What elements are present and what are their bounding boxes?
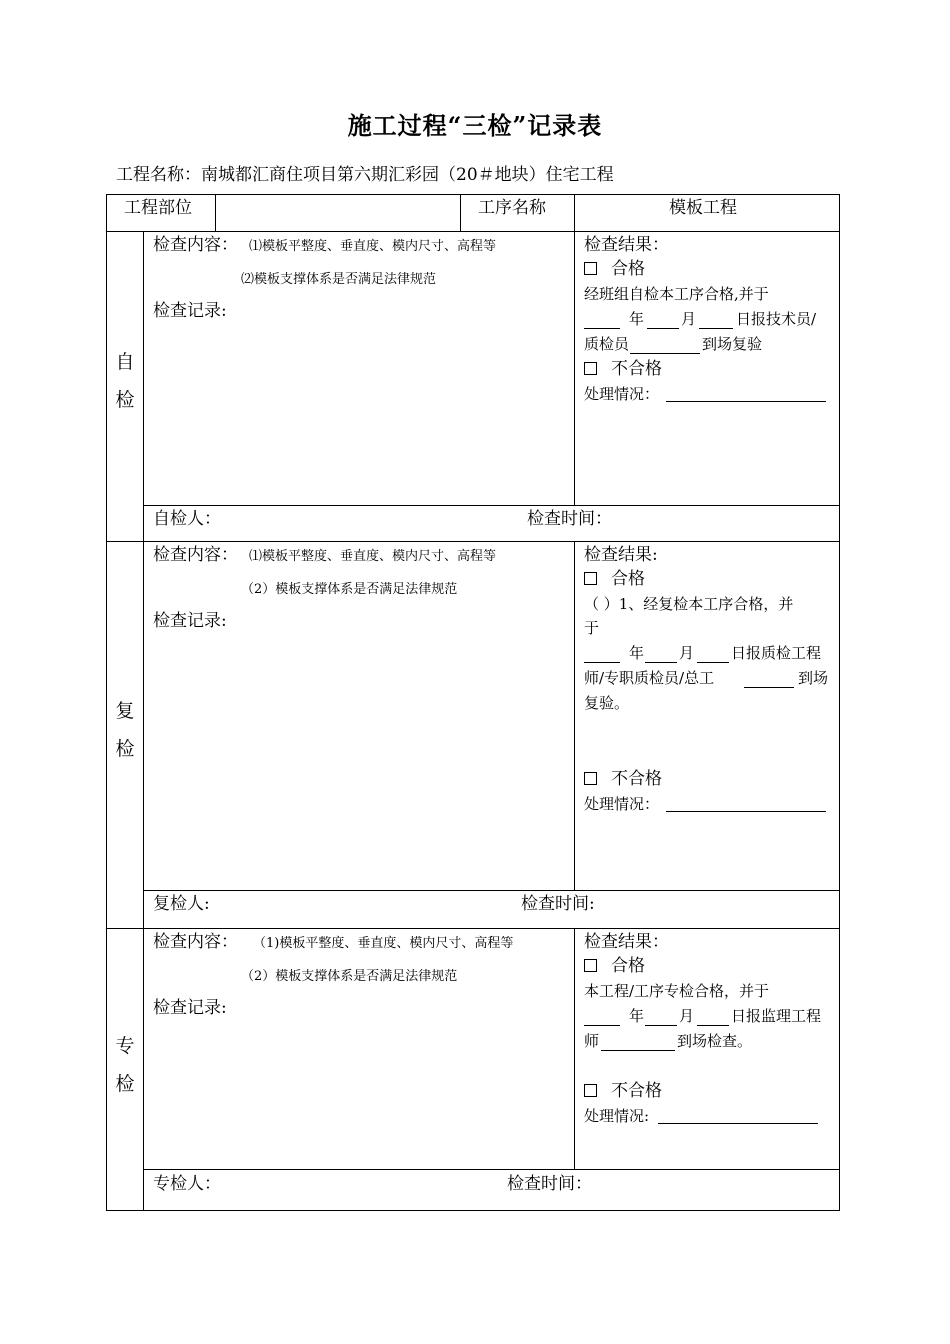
record-area[interactable] [150, 635, 568, 885]
handling-blank[interactable] [666, 811, 826, 812]
handling-label: 处理情况： [584, 795, 660, 813]
check-item-2: （2）模板支撑体系是否满足法律规范 [241, 582, 458, 597]
pass-checkbox[interactable] [584, 262, 597, 275]
pass-text: 本工程/工序专检合格，并于 [584, 982, 770, 1000]
record-label: 检查记录: [153, 998, 227, 1018]
record-label: 检查记录: [153, 301, 227, 321]
person-label: 复检人: [153, 894, 210, 914]
year-label: 年 [629, 310, 645, 328]
pass-option[interactable] [584, 958, 645, 975]
border-right [839, 194, 840, 1211]
recheck-text: 复验。 [584, 694, 630, 712]
border-bottom [106, 1210, 840, 1211]
arrive-text: 到场 [798, 669, 829, 687]
check-item-1: ⑴模板平整度、垂直度、模内尺寸、高程等 [249, 239, 497, 254]
divider [574, 928, 575, 1169]
border-top [106, 194, 840, 195]
divider [574, 231, 575, 505]
check-item-2: ⑵模板支撑体系是否满足法律规范 [241, 272, 437, 287]
divider [143, 890, 840, 891]
part-value[interactable] [225, 200, 450, 220]
fail-option[interactable] [584, 771, 662, 788]
month-label: 月 [679, 644, 695, 662]
project-name: 工程名称：南城都汇商住项目第六期汇彩园（20＃地块）住宅工程 [116, 165, 614, 185]
month-blank[interactable] [645, 1025, 677, 1026]
pass-text: 经班组自检本工序合格,并于 [584, 285, 769, 303]
month-label: 月 [679, 1007, 695, 1025]
pass-label: 合格 [611, 569, 645, 589]
side-label-top: 自 [115, 351, 135, 373]
result-label: 检查结果: [584, 545, 658, 565]
divider [106, 928, 840, 929]
divider [460, 194, 461, 231]
divider [215, 194, 216, 231]
divider [574, 541, 575, 890]
time-label: 检查时间: [521, 894, 595, 914]
result-label: 检查结果： [584, 932, 669, 952]
day-blank[interactable] [697, 1025, 729, 1026]
fail-checkbox[interactable] [584, 362, 597, 375]
year-label: 年 [629, 644, 645, 662]
side-label-bottom: 检 [115, 1073, 135, 1095]
process-value[interactable]: 模板工程 [669, 198, 737, 218]
page-title: 施工过程“三检”记录表 [347, 111, 603, 140]
person-label: 自检人： [153, 509, 221, 529]
check-item-2: （2）模板支撑体系是否满足法律规范 [241, 969, 458, 984]
handling-blank[interactable] [658, 1123, 818, 1124]
year-blank[interactable] [584, 1025, 620, 1026]
fail-label: 不合格 [611, 359, 662, 379]
record-label: 检查记录: [153, 611, 227, 631]
notify-text: 日报质检工程 [731, 644, 822, 662]
content-label: 检查内容： [153, 545, 238, 565]
inspector-blank[interactable] [744, 687, 794, 688]
fail-option[interactable] [584, 361, 662, 378]
pass-option[interactable] [584, 261, 645, 278]
content-label: 检查内容： [153, 235, 238, 255]
time-label: 检查时间： [527, 509, 612, 529]
inspector-blank[interactable] [630, 353, 700, 354]
year-blank[interactable] [584, 662, 620, 663]
pass-checkbox[interactable] [584, 572, 597, 585]
content-label: 检查内容： [153, 932, 238, 952]
result-label: 检查结果： [584, 235, 669, 255]
divider [143, 231, 144, 1211]
arrive-text: 到场复验 [702, 335, 763, 353]
year-blank[interactable] [584, 328, 620, 329]
divider [143, 505, 840, 506]
inspector-label: 质检员 [584, 335, 630, 353]
inspector-label: 师 [584, 1032, 600, 1050]
part-label: 工程部位 [124, 198, 192, 218]
side-label-bottom: 检 [115, 738, 135, 760]
time-label: 检查时间： [507, 1174, 592, 1194]
month-blank[interactable] [647, 328, 679, 329]
day-blank[interactable] [697, 662, 729, 663]
handling-blank[interactable] [666, 401, 826, 402]
notify-text: 日报监理工程 [731, 1007, 822, 1025]
fail-label: 不合格 [611, 769, 662, 789]
check-item-1: ⑴模板平整度、垂直度、模内尺寸、高程等 [249, 549, 497, 564]
fail-checkbox[interactable] [584, 1084, 597, 1097]
pass-label: 合格 [611, 956, 645, 976]
year-label: 年 [629, 1007, 645, 1025]
pass-checkbox[interactable] [584, 959, 597, 972]
arrive-text: 到场检查。 [677, 1032, 753, 1050]
notify-text: 日报技术员/ [736, 310, 817, 328]
record-area[interactable] [150, 325, 568, 500]
fail-label: 不合格 [611, 1081, 662, 1101]
person-label: 专检人： [153, 1174, 221, 1194]
divider [143, 1169, 840, 1170]
check-item-1: （1)模板平整度、垂直度、模内尺寸、高程等 [253, 936, 514, 951]
side-label-top: 专 [115, 1035, 135, 1057]
month-blank[interactable] [645, 662, 677, 663]
side-label-bottom: 检 [115, 389, 135, 411]
divider [574, 194, 575, 231]
day-blank[interactable] [699, 328, 733, 329]
handling-label: 处理情况： [584, 385, 660, 403]
pass-option[interactable] [584, 571, 645, 588]
fail-checkbox[interactable] [584, 772, 597, 785]
fail-option[interactable] [584, 1083, 662, 1100]
side-label-top: 复 [115, 700, 135, 722]
process-label: 工序名称 [478, 198, 546, 218]
handling-label: 处理情况: [584, 1107, 650, 1125]
divider [106, 231, 840, 232]
pass-text: （ ）1、经复检本工序合格，并 [584, 595, 794, 613]
inspector-label: 师/专职质检员/总工 [584, 669, 715, 687]
pass-text-cont: 于 [584, 619, 600, 637]
pass-label: 合格 [611, 259, 645, 279]
inspector-blank[interactable] [601, 1050, 675, 1051]
month-label: 月 [681, 310, 697, 328]
record-area[interactable] [150, 1022, 568, 1164]
divider [106, 541, 840, 542]
